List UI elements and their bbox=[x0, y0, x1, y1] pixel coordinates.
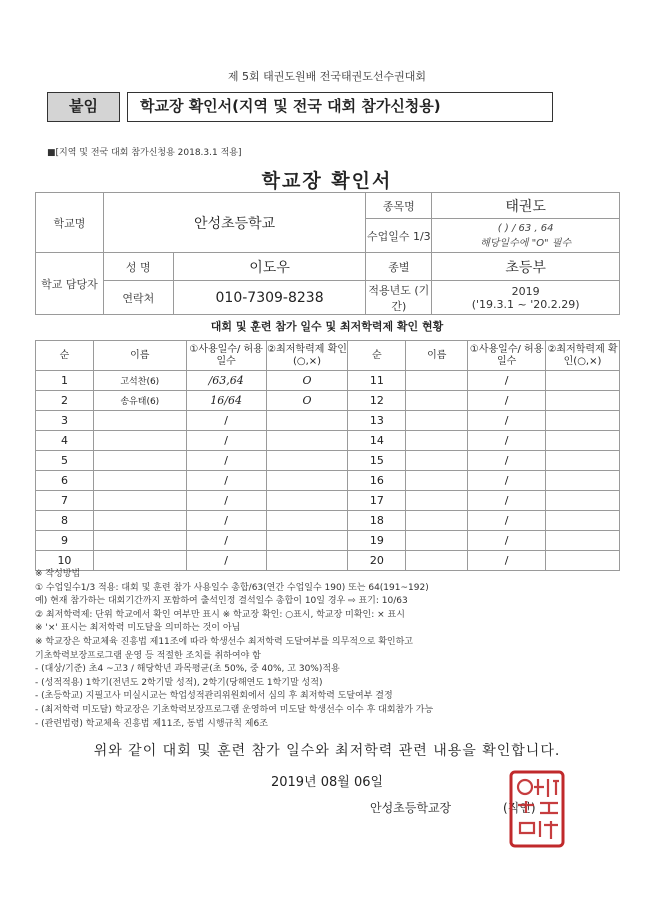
row-name-right bbox=[406, 431, 468, 451]
row-days-right: / bbox=[468, 471, 546, 491]
period-cell bbox=[432, 281, 620, 315]
confirmation-date: 2019년 08월 06일 bbox=[270, 775, 384, 790]
row-name-right bbox=[406, 531, 468, 551]
row-name bbox=[93, 511, 186, 531]
row-name-right bbox=[406, 391, 468, 411]
row-days-right: / bbox=[468, 531, 546, 551]
row-name-right bbox=[406, 491, 468, 511]
row-name-right bbox=[406, 451, 468, 471]
row-no-right: 12 bbox=[348, 391, 406, 411]
row-name bbox=[93, 411, 186, 431]
row-no-right: 18 bbox=[348, 511, 406, 531]
contact-value: 010-7309-8238 bbox=[173, 281, 366, 315]
guide-line: 기초학력보장프로그램 운영 등 적절한 조치를 취하여야 함 bbox=[35, 650, 261, 661]
row-no: 8 bbox=[36, 511, 94, 531]
guide-line: ※ 작성방법 bbox=[35, 569, 81, 579]
row-name: 송유태(6) bbox=[93, 391, 186, 411]
row-no: 7 bbox=[36, 491, 94, 511]
row-no: 2 bbox=[36, 391, 94, 411]
table-row bbox=[36, 411, 620, 431]
period-label: 적용년도 (기간) bbox=[366, 281, 432, 315]
row-check: O bbox=[266, 371, 348, 391]
row-days: / bbox=[186, 471, 266, 491]
class-days-note: 해당일수에 "O" 필수 bbox=[480, 237, 572, 249]
class-days-label: 수업일수 1/3 bbox=[366, 219, 432, 253]
table-row bbox=[36, 371, 620, 391]
row-no-right: 15 bbox=[348, 451, 406, 471]
row-check-right bbox=[546, 371, 620, 391]
class-days-cell bbox=[432, 219, 620, 253]
guide-line: - (최저학력 미도달) 학교장은 기초학력보장프로그램 운영하여 미도달 학생선수 이수 후 대회참가 가능 bbox=[35, 705, 434, 715]
table-row bbox=[36, 551, 620, 571]
row-no: 3 bbox=[36, 411, 94, 431]
period-range: ('19.3.1 ~ '20.2.29) bbox=[471, 297, 580, 311]
row-check: O bbox=[266, 391, 348, 411]
school-info-table bbox=[35, 192, 620, 315]
row-check bbox=[266, 551, 348, 571]
attachment-label: 붙임 bbox=[47, 92, 120, 122]
row-name bbox=[93, 431, 186, 451]
row-days-right: / bbox=[468, 431, 546, 451]
guide-line: ① 수업일수1/3 적용: 대회 및 훈련 참가 사용일수 총합/63(연간 수업일수 190) 또는 64(191~192) bbox=[35, 582, 429, 593]
row-name: 고석찬(6) bbox=[93, 371, 186, 391]
confirmation-statement: 위와 같이 대회 및 훈련 참가 일수와 최저학력 관련 내용을 확인합니다. bbox=[93, 743, 561, 759]
division-value: 초등부 bbox=[432, 253, 620, 281]
row-check-right bbox=[546, 391, 620, 411]
row-days-right: / bbox=[468, 411, 546, 431]
header-no: 순 bbox=[36, 341, 94, 371]
row-name-right bbox=[406, 551, 468, 571]
row-no: 5 bbox=[36, 451, 94, 471]
row-check-right bbox=[546, 471, 620, 491]
row-check-right bbox=[546, 551, 620, 571]
row-check-right bbox=[546, 411, 620, 431]
header-days-right: ①사용일수/ 허용일수 bbox=[468, 341, 546, 371]
manager-label: 학교 담당자 bbox=[36, 253, 104, 315]
row-check bbox=[266, 531, 348, 551]
row-check bbox=[266, 411, 348, 431]
table-row bbox=[36, 431, 620, 451]
document-header-title: 학교장 확인서(지역 및 전국 대회 참가신청용) bbox=[127, 92, 553, 122]
guide-line: ② 최저학력제: 단위 학교에서 확인 여부만 표시 ※ 학교장 확인: ○표시, 학교장 미확인: × 표시 bbox=[35, 609, 405, 620]
guide-line: 예) 현재 참가하는 대회기간까지 포함하여 출석인정 결석일수 총합이 10일 경우 ⇨ 표기: 10/63 bbox=[35, 596, 408, 607]
row-days-right: / bbox=[468, 511, 546, 531]
row-name-right bbox=[406, 371, 468, 391]
name-label: 성 명 bbox=[103, 253, 173, 281]
row-check-right bbox=[546, 511, 620, 531]
row-days: /63,64 bbox=[186, 371, 266, 391]
row-check bbox=[266, 491, 348, 511]
row-days: / bbox=[186, 551, 266, 571]
header-name-right: 이름 bbox=[406, 341, 468, 371]
guide-line: - (초등학교) 지필고사 미실시교는 학업성적관리위원회에서 심의 후 최저학력 도달여부 결정 bbox=[35, 691, 393, 702]
row-days-right: / bbox=[468, 491, 546, 511]
attendance-table bbox=[35, 340, 620, 571]
official-seal-stamp bbox=[508, 769, 566, 849]
row-name-right bbox=[406, 511, 468, 531]
row-days: / bbox=[186, 411, 266, 431]
row-check-right bbox=[546, 531, 620, 551]
row-name bbox=[93, 471, 186, 491]
principal-title: 안성초등학교장 bbox=[370, 801, 452, 815]
row-check bbox=[266, 471, 348, 491]
row-days: / bbox=[186, 431, 266, 451]
guide-line: ※ 학교장은 학교체육 진흥법 제11조에 따라 학생선수 최저학력 도달여부를 의무적으로 확인하고 bbox=[35, 637, 413, 647]
guide-line: - (성적적용) 1학기(전년도 2학기말 성적), 2학기(당해연도 1학기말 성적) bbox=[35, 677, 323, 688]
official-seal-label: (직인) bbox=[502, 801, 536, 815]
row-check bbox=[266, 511, 348, 531]
row-name bbox=[93, 451, 186, 471]
document-title: 학교장 확인서 bbox=[261, 170, 393, 192]
row-days-right: / bbox=[468, 551, 546, 571]
competition-title: 제 5회 태권도원배 전국태권도선수권대회 bbox=[227, 70, 427, 83]
row-no: 6 bbox=[36, 471, 94, 491]
row-check-right bbox=[546, 431, 620, 451]
row-days-right: / bbox=[468, 451, 546, 471]
row-no-right: 11 bbox=[348, 371, 406, 391]
row-check-right bbox=[546, 491, 620, 511]
row-no-right: 20 bbox=[348, 551, 406, 571]
header-check-right: ②최저학력제 확인(○,×) bbox=[546, 341, 620, 371]
row-check bbox=[266, 451, 348, 471]
row-name bbox=[93, 551, 186, 571]
guide-line: ※ '×' 표시는 최저학력 미도달을 의미하는 것이 아님 bbox=[35, 623, 241, 634]
section-title: 대회 및 훈련 참가 일수 및 최저학력제 확인 현황 bbox=[210, 320, 444, 333]
guide-line: - (관련법령) 학교체육 진흥법 제11조, 동법 시행규칙 제6조 bbox=[35, 718, 268, 729]
row-no: 1 bbox=[36, 371, 94, 391]
row-days-right: / bbox=[468, 391, 546, 411]
row-days: / bbox=[186, 511, 266, 531]
row-check-right bbox=[546, 451, 620, 471]
row-name-right bbox=[406, 471, 468, 491]
row-no-right: 16 bbox=[348, 471, 406, 491]
table-row bbox=[36, 511, 620, 531]
row-days: / bbox=[186, 451, 266, 471]
event-label: 종목명 bbox=[366, 193, 432, 219]
school-name: 안성초등학교 bbox=[103, 193, 366, 253]
row-no-right: 19 bbox=[348, 531, 406, 551]
name-value: 이도우 bbox=[173, 253, 366, 281]
row-no-right: 14 bbox=[348, 431, 406, 451]
school-label: 학교명 bbox=[36, 193, 104, 253]
row-name bbox=[93, 531, 186, 551]
row-no: 9 bbox=[36, 531, 94, 551]
row-days: 16/64 bbox=[186, 391, 266, 411]
period-year: 2019 bbox=[511, 284, 540, 298]
row-days: / bbox=[186, 491, 266, 511]
table-row bbox=[36, 391, 620, 411]
row-no: 10 bbox=[36, 551, 94, 571]
row-no: 4 bbox=[36, 431, 94, 451]
header-check: ②최저학력제 확인(○,×) bbox=[266, 341, 348, 371]
contact-label: 연락처 bbox=[103, 281, 173, 315]
header-days: ①사용일수/ 허용일수 bbox=[186, 341, 266, 371]
table-row bbox=[36, 471, 620, 491]
header-no-right: 순 bbox=[348, 341, 406, 371]
header-name: 이름 bbox=[93, 341, 186, 371]
row-name bbox=[93, 491, 186, 511]
class-days-value: ( ) / 63 , 64 bbox=[497, 222, 554, 234]
row-no-right: 13 bbox=[348, 411, 406, 431]
table-row bbox=[36, 451, 620, 471]
table-row bbox=[36, 531, 620, 551]
row-name-right bbox=[406, 411, 468, 431]
division-label: 종별 bbox=[366, 253, 432, 281]
row-days: / bbox=[186, 531, 266, 551]
table-row bbox=[36, 491, 620, 511]
guide-line: - (대상/기준) 초4 ~고3 / 해당학년 과목평균(초 50%, 중 40%, 고 30%)적용 bbox=[35, 664, 340, 675]
row-no-right: 17 bbox=[348, 491, 406, 511]
row-days-right: / bbox=[468, 371, 546, 391]
event-value: 태권도 bbox=[432, 193, 620, 219]
application-note: ■[지역 및 전국 대회 참가신청용 2018.3.1 적용] bbox=[47, 148, 242, 158]
row-check bbox=[266, 431, 348, 451]
